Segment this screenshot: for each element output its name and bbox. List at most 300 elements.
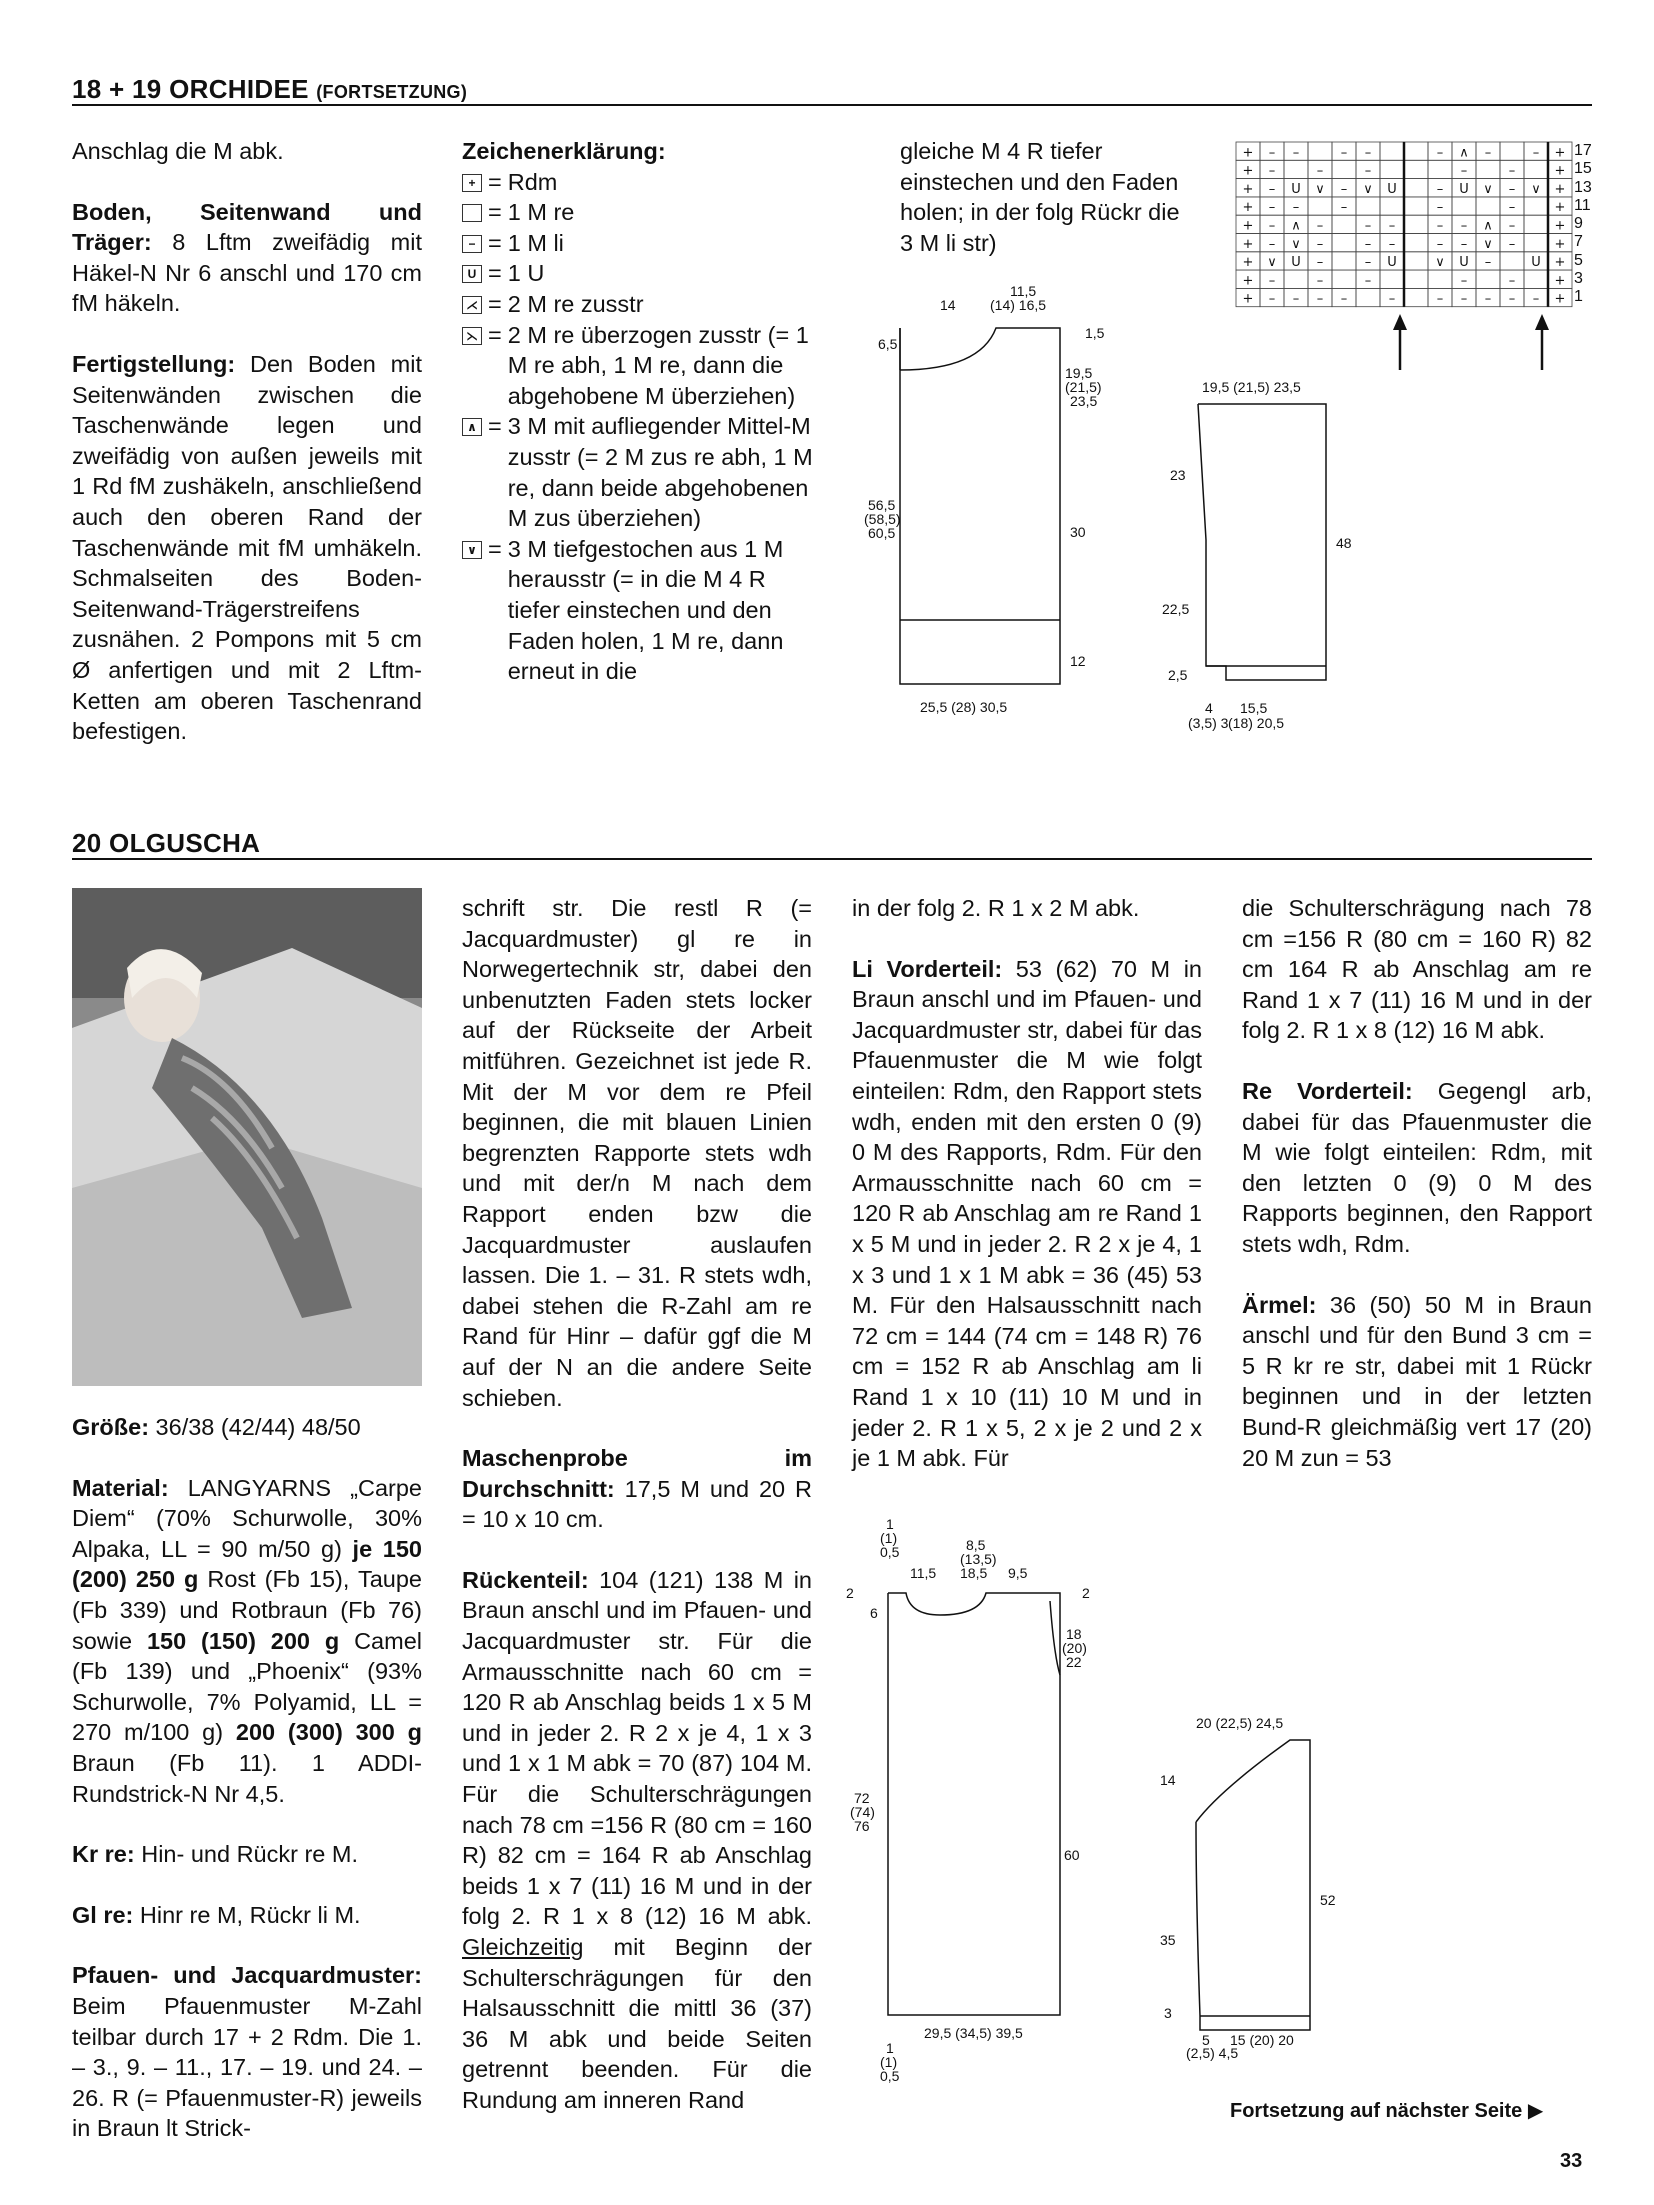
paragraph-heading: Pfauen- und Jacquardmuster: <box>72 1962 422 1989</box>
chart-symbol-icon: – <box>1508 273 1516 289</box>
rapport-arrow-right-icon <box>1535 314 1549 370</box>
page-number: 33 <box>1560 2150 1583 2172</box>
chart-symbol-icon: U <box>1387 181 1397 197</box>
dim-label: 30 <box>1070 524 1086 540</box>
orchidee-column-1 <box>72 136 422 777</box>
dim-label: 76 <box>854 1818 870 1834</box>
dim-label: 2 <box>1082 1585 1090 1601</box>
chart-symbol-icon: ∨ <box>1267 255 1277 271</box>
chart-symbol-icon: – <box>1268 218 1276 234</box>
chart-cell <box>1404 197 1428 215</box>
sleeve-outline <box>1198 404 1326 680</box>
chart-symbol-icon: + <box>1242 273 1254 289</box>
chart-symbol-icon: – <box>1508 200 1516 216</box>
dim-label: 19,5 (21,5) 23,5 <box>1202 379 1301 395</box>
dim-label: 22,5 <box>1162 601 1190 617</box>
legend-equals: = <box>488 321 502 348</box>
dim-label: 0,5 <box>880 2068 900 2084</box>
section-subtitle: (FORTSETZUNG) <box>316 82 468 102</box>
legend-text: 1 M li <box>507 229 564 256</box>
dim-label: 14 <box>940 297 956 313</box>
model-photo <box>72 888 422 1386</box>
legend-item <box>462 534 822 687</box>
chart-symbol-icon: – <box>1484 291 1492 307</box>
chart-symbol-icon: – <box>1508 291 1516 307</box>
chart-cell <box>1404 234 1428 252</box>
chart-symbol-icon: – <box>1364 273 1372 289</box>
schematic-sleeve-1 <box>1150 370 1350 740</box>
chart-cell <box>1308 197 1332 215</box>
chart-symbol-icon: + <box>1242 218 1254 234</box>
chart-cell <box>1524 215 1548 233</box>
dim-label: 2 <box>846 1585 854 1601</box>
chart-symbol-icon: – <box>1316 291 1324 307</box>
chart-symbol-icon: – <box>1316 255 1324 271</box>
chart-cell <box>1524 270 1548 288</box>
chart-cell <box>1380 197 1404 215</box>
knitting-chart <box>1236 140 1592 310</box>
legend-item <box>462 167 822 198</box>
chart-symbol-icon: – <box>1364 255 1372 271</box>
dim-label: 0,5 <box>880 1544 900 1560</box>
chart-symbol-icon: U <box>1291 255 1301 271</box>
paragraph: in der folg 2. R 1 x 2 M abk. <box>852 895 1140 921</box>
dim-label: 5 <box>1202 2032 1210 2048</box>
dim-label: (1) <box>880 2054 898 2070</box>
paragraph <box>1242 1290 1592 1474</box>
dim-label: 14 <box>1160 1772 1176 1788</box>
paragraph: gleiche M 4 R tiefer einstechen und den Faden holen; in der folg Rückr die 3 M li str) <box>900 138 1180 256</box>
chart-symbol-icon: U <box>1531 255 1541 271</box>
legend-equals: = <box>488 168 502 195</box>
dim-label: 6,5 <box>878 336 898 352</box>
paragraph-text: 104 (121) 138 M in Braun anschl und im Pfauen- und Jacquardmuster str. Für die Armausschnitte nach 60 cm = 120 R ab Anschlag beids 1 x 5 M und in jeder 2. R 2 x je 4, 1 x 3 und 1 x 1 M abk = 70 (87) 104 M. Für die Schulterschrägungen nach 78 cm =156 R (80 cm = 160 R) 82 cm = 164 R ab Anschlag beids 1 x 7 (11) 16 M und in der folg 2. R 1 x 8 (12) 16 M abk. <box>462 1566 812 1930</box>
dim-label: 60 <box>1064 1847 1080 1863</box>
chart-symbol-icon: – <box>1268 236 1276 252</box>
chart-symbol-icon: ∧ <box>1291 218 1301 234</box>
chart-row-number: 11 <box>1574 196 1591 214</box>
chart-cell <box>1404 288 1428 306</box>
paragraph <box>72 1412 422 1443</box>
paragraph-heading: Kr re: <box>72 1841 135 1868</box>
paragraph <box>462 1565 812 2116</box>
chart-symbol-icon: ∧ <box>1459 145 1469 161</box>
legend-column <box>462 136 822 687</box>
chart-symbol-icon: + <box>1554 255 1566 271</box>
dim-label: 23,5 <box>1070 393 1098 409</box>
paragraph <box>72 1473 422 1810</box>
chart-cell <box>1332 252 1356 270</box>
chart-symbol-icon: – <box>1340 291 1348 307</box>
chart-symbol-icon: – <box>1292 145 1300 161</box>
chart-symbol-icon: U <box>1459 181 1469 197</box>
chart-symbol-icon: – <box>1340 181 1348 197</box>
chart-symbol-icon: + <box>1554 273 1566 289</box>
legend-text: 3 M mit aufliegender Mittel-M zusstr (= 2 M zus re abh, 1 M re, dann beide abgehobenen M zus überziehen) <box>507 413 813 532</box>
legend-list <box>462 167 822 687</box>
chart-cell <box>1332 160 1356 178</box>
paragraph-text: Camel (Fb 139) und „Phoenix“ (93% Schurwolle, 7% Polyamid, LL = 270 m/100 g) <box>72 1627 422 1746</box>
paragraph <box>1242 1076 1592 1260</box>
rapport-arrow-left-icon <box>1393 314 1407 370</box>
schematic-sleeve-2 <box>1140 1700 1340 2060</box>
paragraph <box>852 954 1202 1474</box>
chart-symbol-icon: – <box>1460 163 1468 179</box>
chart-cell <box>1356 197 1380 215</box>
legend-item <box>462 258 822 289</box>
chart-cell <box>1404 142 1428 160</box>
chart-symbol-icon: – <box>1268 291 1276 307</box>
chart-row-number: 1 <box>1574 288 1583 306</box>
legend-symbol-icon: U <box>462 265 482 283</box>
paragraph-text: mit Beginn der Schulterschrägungen für den Halsausschnitt die mittl 36 (37) 36 M abk und beide Seiten getrennt beenden. Für die Rundung am inneren Rand <box>462 1934 812 2113</box>
dim-label: 19,5 <box>1065 365 1093 381</box>
chart-symbol-icon: – <box>1340 145 1348 161</box>
chart-symbol-icon: – <box>1268 273 1276 289</box>
paragraph-heading: Größe: <box>72 1414 150 1440</box>
chart-row-number: 17 <box>1574 142 1592 159</box>
chart-symbol-icon: – <box>1460 291 1468 307</box>
olguscha-column-1 <box>72 1412 422 2174</box>
legend-symbol-icon: ∧ <box>462 418 482 436</box>
chart-symbol-icon: – <box>1388 236 1396 252</box>
legend-text: Rdm <box>507 168 558 195</box>
dim-label: 11,5 <box>1010 283 1037 299</box>
dim-label: (58,5) <box>864 511 901 527</box>
chart-symbol-icon: – <box>1508 181 1516 197</box>
legend-equals: = <box>488 229 502 256</box>
paragraph-text: 17,5 M und 20 R = 10 x 10 cm. <box>462 1475 812 1533</box>
dim-label: 60,5 <box>868 525 896 541</box>
dim-label: 2,5 <box>1168 667 1188 683</box>
legend-equals: = <box>488 413 502 440</box>
chart-symbol-icon: – <box>1436 145 1444 161</box>
dim-label: 1,5 <box>1085 325 1105 341</box>
chart-symbol-icon: – <box>1436 218 1444 234</box>
chart-symbol-icon: + <box>1554 218 1566 234</box>
dim-label: 52 <box>1320 1892 1336 1908</box>
piece-outline <box>888 1593 1060 2015</box>
paragraph-text: 53 (62) 70 M in Braun anschl und im Pfauen- und Jacquardmuster str, dabei für das Pfauenmuster die M wie folgt einteilen: Rdm, den Rapport stets wdh, enden mit den ersten 0 (9) 0 M des Rapports, Rdm. Für den Armausschnitte nach 60 cm = 120 R ab Anschlag am re Rand 1 x 5 M und in jeder 2. R 2 x je 4, 1 x 3 und 1 x 1 M abk = 36 (45) 53 M. Für den Halsausschnitt nach 72 cm = 144 (74 cm = 148 R) 76 cm = 152 R ab Anschlag am li Rand 1 x 10 (11) 10 M und in jeder 2. R 1 x 5, 2 x je 2 und 2 x je 1 M abk. Für <box>852 955 1202 1472</box>
section-rule <box>72 858 1592 860</box>
chart-symbol-icon: – <box>1388 291 1396 307</box>
dim-label: (2,5) 4,5 <box>1186 2045 1239 2061</box>
chart-symbol-icon: – <box>1508 218 1516 234</box>
paragraph-bold: 150 (150) 200 g <box>146 1627 340 1654</box>
chart-symbol-icon: – <box>1316 163 1324 179</box>
dim-label: (1) <box>880 1530 898 1546</box>
chart-cell <box>1476 160 1500 178</box>
paragraph-text: Hinr re M, Rückr li M. <box>133 1901 361 1928</box>
chart-row-number: 9 <box>1574 215 1583 233</box>
paragraph-text: LANGYARNS „Carpe Diem“ (70% Schurwolle, 30% Alpaka, LL = 90 m/50 g) <box>72 1474 422 1562</box>
dim-label: (14) 16,5 <box>990 297 1047 313</box>
paragraph: schrift str. Die restl R (= Jacquardmuster) gl re in Norwegertechnik str, dabei den unbenutzten Faden stets locker auf der Rückseite der Arbeit mitführen. Gezeichnet ist jede R. Mit der M vor dem re Pfeil beginnen, die mit blauen Linien begrenzten Rapporte stets wdh und mit der/n M nach dem Rapport enden bzw die Jacquardmuster auslaufen lassen. Die 1. – 31. R stets wdh, dabei stehen die R-Zahl am re Rand für Hinr – dafür ggf die M auf der N an die andere Seite schieben. <box>462 895 812 1411</box>
chart-symbol-icon: U <box>1291 181 1301 197</box>
chart-cell <box>1404 215 1428 233</box>
chart-symbol-icon: + <box>1554 181 1566 197</box>
legend-text: 1 M re <box>507 199 575 226</box>
chart-symbol-icon: – <box>1388 218 1396 234</box>
chart-symbol-icon: – <box>1268 181 1276 197</box>
paragraph <box>72 1900 422 1931</box>
chart-symbol-icon: – <box>1436 291 1444 307</box>
chart-symbol-icon: – <box>1508 236 1516 252</box>
chart-symbol-icon: – <box>1364 218 1372 234</box>
paragraph-text: 36 (50) 50 M in Braun anschl und für den Bund 3 cm = 5 R kr re str, dabei mit 1 Rückr beginnen und in der letzten Bund-R gleichmäßig vert 17 (20) 20 M zun = 53 <box>1242 1291 1592 1471</box>
paragraph: die Schulterschrägung nach 78 cm =156 R (80 cm = 160 R) 82 cm 164 R ab Anschlag am re Rand 1 x 7 (11) 16 M und in der folg 2. R 1 x 8 (12) 16 M abk. <box>1242 895 1592 1044</box>
paragraph-heading: Material: <box>72 1474 169 1501</box>
chart-symbol-icon: – <box>1460 273 1468 289</box>
dim-label: 4 <box>1205 700 1213 716</box>
legend-text: 2 M re überzogen zusstr (= 1 M re abh, 1 M re, dann die abgehobene M überziehen) <box>507 321 809 409</box>
legend-symbol-icon: − <box>462 235 482 253</box>
dim-label: 18,5 <box>960 1565 988 1581</box>
piece-outline <box>900 328 1060 684</box>
chart-symbol-icon: – <box>1316 236 1324 252</box>
chart-cell <box>1524 160 1548 178</box>
legend-title: Zeichenerklärung: <box>462 138 666 164</box>
chart-cell <box>1404 252 1428 270</box>
chart-cell <box>1500 142 1524 160</box>
legend-equals: = <box>488 535 502 562</box>
chart-row-number: 15 <box>1574 160 1592 178</box>
chart-cell <box>1428 270 1452 288</box>
chart-symbol-icon: – <box>1484 145 1492 161</box>
chart-symbol-icon: ∨ <box>1291 236 1301 252</box>
schematic-body-piece-2 <box>840 1515 1110 2085</box>
chart-cell <box>1476 270 1500 288</box>
dim-label: 72 <box>854 1790 870 1806</box>
chart-symbol-icon: ∨ <box>1435 255 1445 271</box>
legend-equals: = <box>488 290 502 317</box>
paragraph <box>72 197 422 319</box>
chart-cell <box>1308 142 1332 160</box>
chart-symbol-icon: – <box>1316 273 1324 289</box>
chart-cell <box>1332 234 1356 252</box>
legend-text: 3 M tiefgestochen aus 1 M herausstr (= in die M 4 R tiefer einstechen und den Faden holen, 1 M re, dann erneut in die <box>507 535 784 685</box>
chart-cell <box>1476 197 1500 215</box>
chart-symbol-icon: + <box>1554 236 1566 252</box>
chart-cell <box>1452 197 1476 215</box>
olguscha-column-2 <box>462 893 812 2146</box>
paragraph-heading: Boden, Seitenwand und Träger: <box>72 198 422 256</box>
chart-symbol-icon: ∧ <box>1483 218 1493 234</box>
dim-label: 12 <box>1070 653 1086 669</box>
chart-cell <box>1380 142 1404 160</box>
legend-symbol-icon: ∨ <box>462 541 482 559</box>
dim-label: 18 <box>1066 1626 1082 1642</box>
paragraph-text: Beim Pfauenmuster M-Zahl teilbar durch 17 + 2 Rdm. Die 1. – 3., 9. – 11., 17. – 19. und 24. – 26. R (= Pfauenmuster-R) jeweils in Braun lt Strick- <box>72 1992 422 2142</box>
chart-symbol-icon: + <box>1242 200 1254 216</box>
dim-label: 23 <box>1170 467 1186 483</box>
chart-symbol-icon: ∨ <box>1315 181 1325 197</box>
dim-label: 1 <box>886 2040 894 2056</box>
paragraph-text: Gegengl arb, dabei für das Pfauenmuster die M wie folgt einteilen: Rdm, mit den letzten 0 (9) 0 M des Rapports beginnen, den Rapport stets wdh, Rdm. <box>1242 1077 1592 1257</box>
paragraph-heading: Fertigstellung: <box>72 350 236 377</box>
chart-cell <box>1428 160 1452 178</box>
schematic-body-piece-1 <box>860 280 1120 740</box>
section-title-text: 20 OLGUSCHA <box>72 828 261 858</box>
legend-item <box>462 228 822 259</box>
legend-equals: = <box>488 199 502 226</box>
chart-symbol-icon: – <box>1532 291 1540 307</box>
chart-symbol-icon: ∨ <box>1363 181 1373 197</box>
dim-label: (3,5) 3 <box>1188 715 1229 731</box>
chart-symbol-icon: – <box>1292 291 1300 307</box>
paragraph-text: Braun (Fb 11). 1 ADDI-Rundstrick-N Nr 4,5. <box>72 1749 422 1807</box>
dim-label: 11,5 <box>910 1565 937 1581</box>
chart-symbol-icon: – <box>1436 181 1444 197</box>
chart-cell <box>1284 160 1308 178</box>
paragraph-text: Rost (Fb 15), Taupe (Fb 339) und Rotbraun (Fb 76) sowie <box>72 1566 422 1654</box>
chart-cell <box>1356 288 1380 306</box>
orchidee-column-3 <box>900 136 1190 288</box>
legend-symbol-icon: ⋌ <box>462 296 482 314</box>
chart-symbol-icon: – <box>1436 200 1444 216</box>
chart-symbol-icon: – <box>1460 218 1468 234</box>
paragraph-underlined: Gleichzeitig <box>462 1934 584 1960</box>
chart-symbol-icon: – <box>1268 200 1276 216</box>
legend-item <box>462 197 822 228</box>
armhole-curve <box>1050 1601 1060 1675</box>
paragraph: Anschlag die M abk. <box>72 138 284 164</box>
chart-symbol-icon: + <box>1554 163 1566 179</box>
chart-symbol-icon: + <box>1242 181 1254 197</box>
legend-symbol-icon: + <box>462 174 482 192</box>
paragraph-heading: Maschenprobe im Durchschnitt: <box>462 1445 812 1502</box>
paragraph-bold: je 150 (200) 250 g <box>72 1535 423 1593</box>
dim-label: 15 (20) 20 <box>1230 2032 1294 2048</box>
chart-row-numbers <box>1574 142 1592 307</box>
chart-symbol-icon: + <box>1554 145 1566 161</box>
paragraph-text: 8 Lftm zweifädig mit Häkel-N Nr 6 anschl und 170 cm fM häkeln. <box>72 229 422 317</box>
sleeve-outline <box>1196 1740 1310 2030</box>
paragraph-heading: Rückenteil: <box>462 1566 589 1593</box>
chart-cell <box>1524 234 1548 252</box>
chart-symbol-icon: + <box>1242 255 1254 271</box>
chart-cell <box>1332 270 1356 288</box>
olguscha-column-3 <box>852 893 1202 1504</box>
chart-symbol-icon: ∨ <box>1483 181 1493 197</box>
paragraph <box>462 1443 812 1535</box>
photo-illustration <box>72 888 422 1386</box>
legend-symbol-icon: ⋋ <box>462 327 482 345</box>
legend-text: 1 U <box>507 260 545 287</box>
dim-label: 29,5 (34,5) 39,5 <box>924 2025 1023 2041</box>
paragraph-text: Den Boden mit Seitenwänden zwischen die Taschenwände legen und zweifädig von außen jeweils mit 1 Rd fM zushäkeln, anschließend auch den oberen Rand der Taschenwände mit fM umhäkeln. Schmalseiten des Boden-Seitenwand-Trägerstreifens zusnähen. 2 Pompons mit 5 cm Ø anfertigen und mit 2 Lftm-Ketten am oberen Taschenrand befestigen. <box>72 350 422 745</box>
legend-equals: = <box>488 260 502 287</box>
section-title-olguscha <box>72 828 260 859</box>
continuation-note: Fortsetzung auf nächster Seite ▶ <box>1230 2100 1544 2122</box>
dim-label: (13,5) <box>960 1551 997 1567</box>
dim-label: 20 (22,5) 24,5 <box>1196 1715 1284 1731</box>
dim-label: 1 <box>886 1516 894 1532</box>
dim-label: 8,5 <box>966 1537 986 1553</box>
chart-grid <box>1236 140 1572 315</box>
chart-row-number: 3 <box>1574 270 1583 288</box>
legend-text: 2 M re zusstr <box>507 290 644 317</box>
chart-cell <box>1404 160 1428 178</box>
dim-label: 56,5 <box>868 497 896 513</box>
olguscha-column-4 <box>1242 893 1592 1503</box>
paragraph <box>72 1839 422 1870</box>
paragraph-text: 36/38 (42/44) 48/50 <box>149 1414 361 1440</box>
dim-label: 3 <box>1164 2005 1172 2021</box>
dim-label: 15,5 <box>1240 700 1268 716</box>
dim-label: 35 <box>1160 1932 1176 1948</box>
dim-label: (21,5) <box>1065 379 1102 395</box>
chart-symbol-icon: – <box>1364 236 1372 252</box>
paragraph-heading: Ärmel: <box>1242 1291 1317 1318</box>
chart-symbol-icon: ∨ <box>1483 236 1493 252</box>
chart-symbol-icon: + <box>1242 145 1254 161</box>
chart-symbol-icon: – <box>1460 236 1468 252</box>
paragraph <box>72 349 422 747</box>
chart-row-number: 5 <box>1574 251 1583 269</box>
chart-cell <box>1380 270 1404 288</box>
chart-symbol-icon: – <box>1268 163 1276 179</box>
chart-symbol-icon: – <box>1364 145 1372 161</box>
dim-label: 48 <box>1336 535 1352 551</box>
chart-symbol-icon: + <box>1242 163 1254 179</box>
chart-symbol-icon: + <box>1242 291 1254 307</box>
chart-cell <box>1380 160 1404 178</box>
paragraph-text: Hin- und Rückr re M. <box>134 1841 358 1868</box>
paragraph <box>72 1960 422 2144</box>
dim-label: 22 <box>1066 1654 1082 1670</box>
chart-symbol-icon: + <box>1554 200 1566 216</box>
legend-item <box>462 320 822 412</box>
paragraph-heading: Gl re: <box>72 1901 134 1928</box>
legend-item <box>462 411 822 533</box>
chart-cell <box>1524 197 1548 215</box>
chart-symbol-icon: – <box>1484 255 1492 271</box>
chart-symbol-icon: + <box>1554 291 1566 307</box>
dim-label: (20) <box>1062 1640 1087 1656</box>
chart-row-number: 13 <box>1574 178 1592 196</box>
chart-cell <box>1404 179 1428 197</box>
chart-symbol-icon: ∨ <box>1531 181 1541 197</box>
chart-symbol-icon: – <box>1316 218 1324 234</box>
chart-symbol-icon: – <box>1340 200 1348 216</box>
dim-label: (74) <box>850 1804 875 1820</box>
chart-arrows <box>1236 312 1572 372</box>
legend-symbol-icon <box>462 204 482 222</box>
chart-symbol-icon: – <box>1364 163 1372 179</box>
chart-symbol-icon: – <box>1268 145 1276 161</box>
section-title-orchidee <box>72 74 467 105</box>
chart-cell <box>1284 270 1308 288</box>
paragraph-heading: Li Vorderteil: <box>852 955 1003 982</box>
legend-item <box>462 289 822 320</box>
chart-symbol-icon: U <box>1459 255 1469 271</box>
paragraph-heading: Re Vorderteil: <box>1242 1077 1413 1104</box>
section-rule <box>72 104 1592 106</box>
chart-cell <box>1332 215 1356 233</box>
chart-row-number: 7 <box>1574 233 1583 251</box>
dim-label: (18) 20,5 <box>1228 715 1285 731</box>
chart-symbol-icon: – <box>1532 145 1540 161</box>
chart-cell <box>1500 252 1524 270</box>
chart-symbol-icon: + <box>1242 236 1254 252</box>
dim-label: 9,5 <box>1008 1565 1028 1581</box>
chart-symbol-icon: – <box>1292 200 1300 216</box>
dim-label: 25,5 (28) 30,5 <box>920 699 1008 715</box>
dim-label: 6 <box>870 1605 878 1621</box>
section-title-text: 18 + 19 ORCHIDEE <box>72 74 309 104</box>
chart-symbol-icon: U <box>1387 255 1397 271</box>
